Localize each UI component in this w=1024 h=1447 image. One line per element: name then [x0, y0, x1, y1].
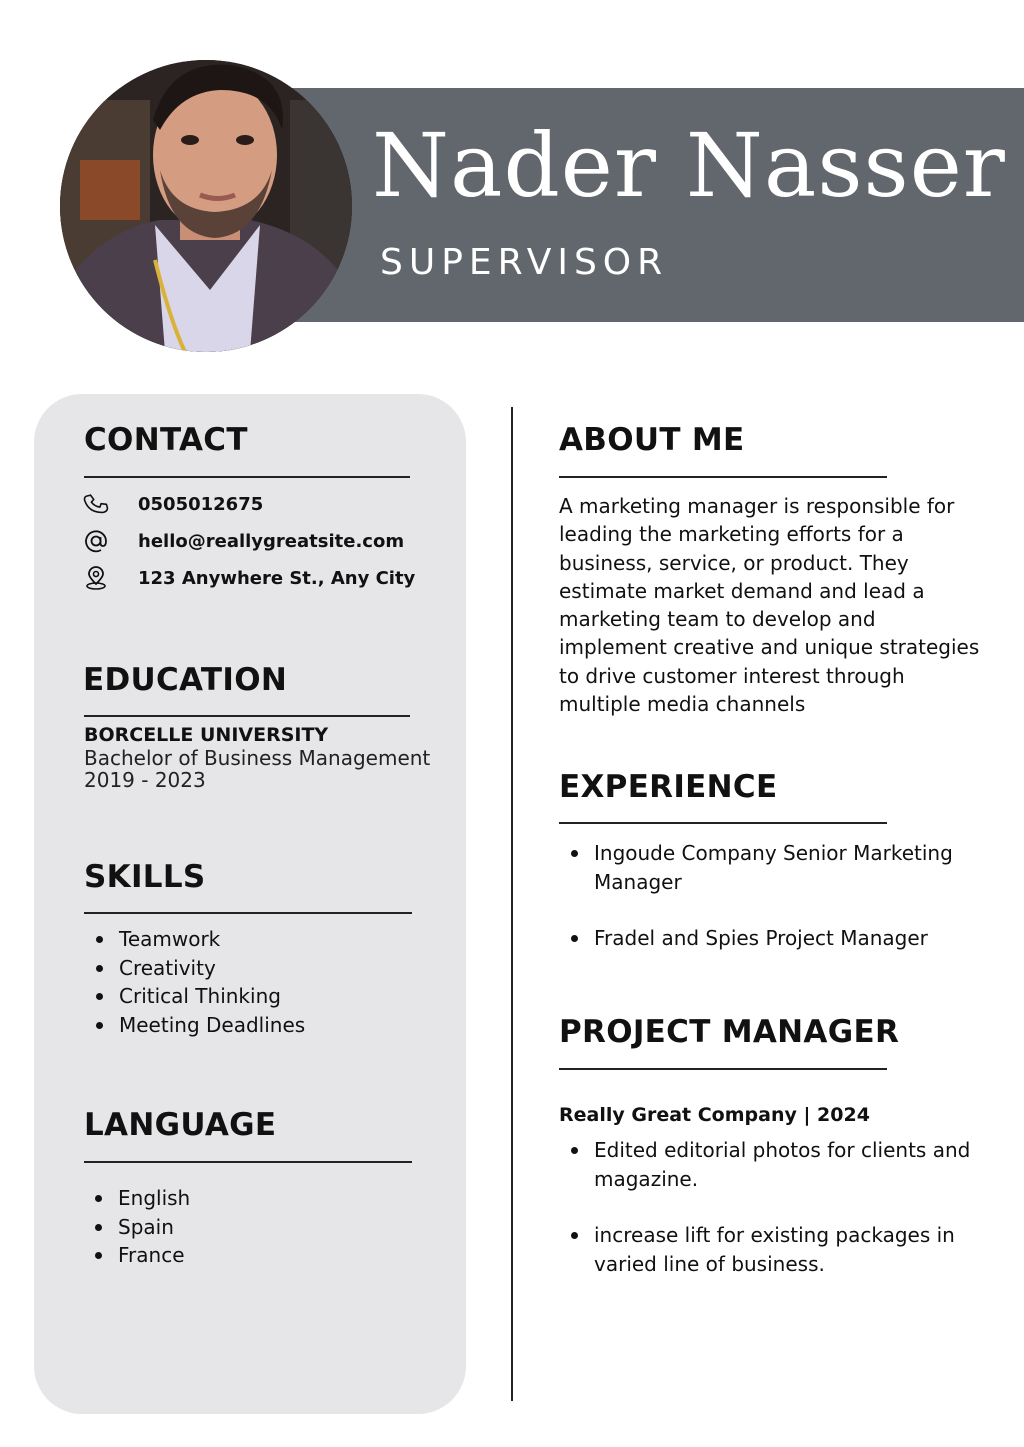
- about-line: estimate market demand and lead a: [559, 578, 925, 603]
- about-line: leading the marketing efforts for a: [559, 522, 904, 547]
- language-list: [84, 1184, 190, 1270]
- education-degree: Bachelor of Business Management: [84, 746, 431, 770]
- project-line: varied line of business.: [594, 1251, 825, 1276]
- at-sign-icon: [82, 527, 110, 555]
- profile-photo-image: [60, 60, 352, 352]
- person-role: SUPERVISOR: [380, 242, 669, 283]
- project-line: magazine.: [594, 1166, 699, 1191]
- experience-item-text: [594, 839, 953, 896]
- column-divider: [511, 407, 513, 1401]
- project-item-text: [594, 1136, 970, 1193]
- contact-phone[interactable]: 0505012675: [138, 493, 264, 515]
- language-rule: [84, 1161, 412, 1163]
- education-years: 2019 - 2023: [84, 768, 206, 792]
- project-line: Edited editorial photos for clients and: [594, 1138, 971, 1162]
- about-line: A marketing manager is responsible for: [559, 494, 955, 518]
- about-line: implement creative and unique strategies: [559, 635, 980, 660]
- experience-title: EXPERIENCE: [559, 769, 778, 805]
- about-line: marketing team to develop and: [559, 607, 876, 632]
- location-pin-icon: [82, 564, 110, 592]
- bullet-dot: [571, 1232, 578, 1239]
- about-text: [559, 492, 1019, 718]
- education-rule: [84, 715, 410, 717]
- contact-email-row: [82, 527, 405, 555]
- about-line: business, service, or product. They: [559, 550, 909, 575]
- contact-address: 123 Anywhere St., Any City: [138, 567, 416, 589]
- language-title: LANGUAGE: [84, 1107, 277, 1143]
- list-item: Meeting Deadlines: [85, 1011, 305, 1040]
- list-item: Creativity: [85, 954, 305, 983]
- list-item: English: [84, 1184, 190, 1213]
- profile-photo: [60, 60, 352, 352]
- list-item: Critical Thinking: [85, 982, 305, 1011]
- project-company: Really Great Company | 2024: [559, 1104, 870, 1126]
- bullet-dot: [571, 935, 578, 942]
- person-name: Nader Nasser: [372, 114, 1006, 217]
- list-item: France: [84, 1241, 190, 1270]
- bullet-dot: [571, 1147, 578, 1154]
- skills-title: SKILLS: [84, 859, 206, 895]
- contact-address-row: [82, 564, 416, 592]
- contact-rule: [84, 476, 410, 478]
- experience-line: Ingoude Company Senior Marketing: [594, 841, 953, 865]
- about-line: multiple media channels: [559, 692, 806, 717]
- experience-rule: [559, 822, 887, 824]
- about-rule: [559, 476, 887, 478]
- experience-line: Manager: [594, 869, 682, 894]
- education-title: EDUCATION: [83, 662, 288, 698]
- bullet-dot: [571, 850, 578, 857]
- phone-icon: [82, 490, 110, 518]
- skills-list: [85, 925, 305, 1039]
- contact-email[interactable]: hello@reallygreatsite.com: [138, 530, 405, 552]
- about-line: to drive customer interest through: [559, 663, 905, 688]
- project-item-text: [594, 1221, 955, 1278]
- list-item: Teamwork: [85, 925, 305, 954]
- contact-phone-row: [82, 490, 264, 518]
- skills-rule: [84, 912, 412, 914]
- project-title: PROJECT MANAGER: [559, 1014, 900, 1050]
- list-item: Spain: [84, 1213, 190, 1242]
- experience-line: Fradel and Spies Project Manager: [594, 926, 928, 950]
- project-line: increase lift for existing packages in: [594, 1223, 955, 1247]
- education-school: BORCELLE UNIVERSITY: [84, 724, 329, 746]
- about-title: ABOUT ME: [559, 422, 745, 458]
- project-rule: [559, 1068, 887, 1070]
- contact-title: CONTACT: [84, 422, 248, 458]
- experience-item-text: [594, 924, 928, 953]
